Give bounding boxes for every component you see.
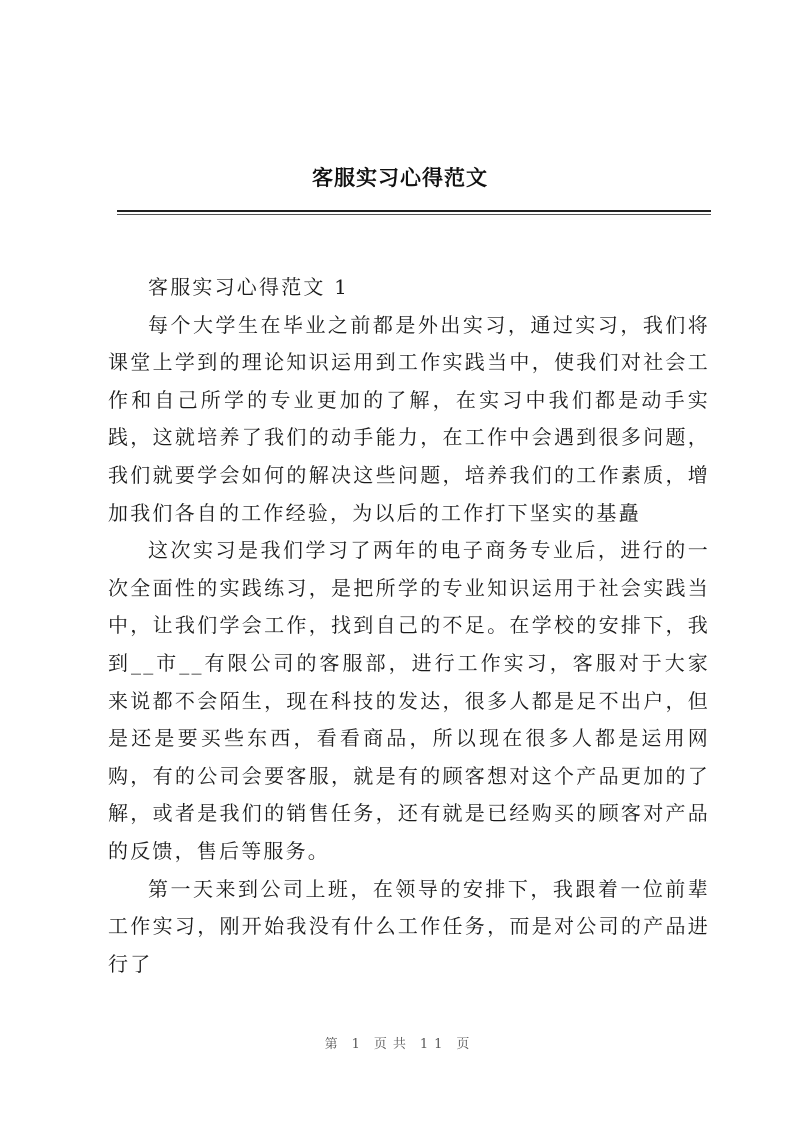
footer-suffix: 页 — [456, 1037, 476, 1052]
footer-current-page: 1 — [351, 1037, 366, 1052]
footer-middle: 页共 — [373, 1037, 412, 1052]
body-paragraph: 每个大学生在毕业之前都是外出实习，通过实习，我们将课堂上学到的理论知识运用到工作实践当中，使我们对社会工作和自己所学的专业更加的了解，在实习中我们都是动手实践，这就培养了我们的动手能力，在工作中会遇到很多问题，我们就要学会如何的解决这些问题，培养我们的工作素质，增加我们各自的工作经验，为以后的工作打下坚实的基矗 — [108, 312, 710, 525]
footer-prefix: 第 — [324, 1037, 344, 1052]
document-body — [108, 269, 710, 983]
body-paragraph: 这次实习是我们学习了两年的电子商务专业后，进行的一次全面性的实践练习，是把所学的专业知识运用于社会实践当中，让我们学会工作，找到自己的不足。在学校的安排下，我到__市__有限公司的客服部，进行工作实习，客服对于大家来说都不会陌生，现在科技的发达，很多人都是足不出户，但是还是要买些东西，看看商品，所以现在很多人都是运用网购，有的公司会要客服，就是有的顾客想对这个产品更加的了解，或者是我们的销售任务，还有就是已经购买的顾客对产品的反馈，售后等服务。 — [108, 538, 710, 863]
page-footer — [0, 1033, 800, 1052]
body-paragraph: 第一天来到公司上班，在领导的安排下，我跟着一位前辈工作实习，刚开始我没有什么工作任务，而是对公司的产品进行了 — [108, 876, 710, 976]
document-title: 客服实习心得范文 — [312, 165, 488, 190]
footer-total-pages: 11 — [419, 1037, 449, 1052]
title-divider — [117, 210, 711, 212]
section-heading: 客服实习心得范文 1 — [148, 275, 350, 299]
title-divider-thin — [117, 214, 711, 215]
